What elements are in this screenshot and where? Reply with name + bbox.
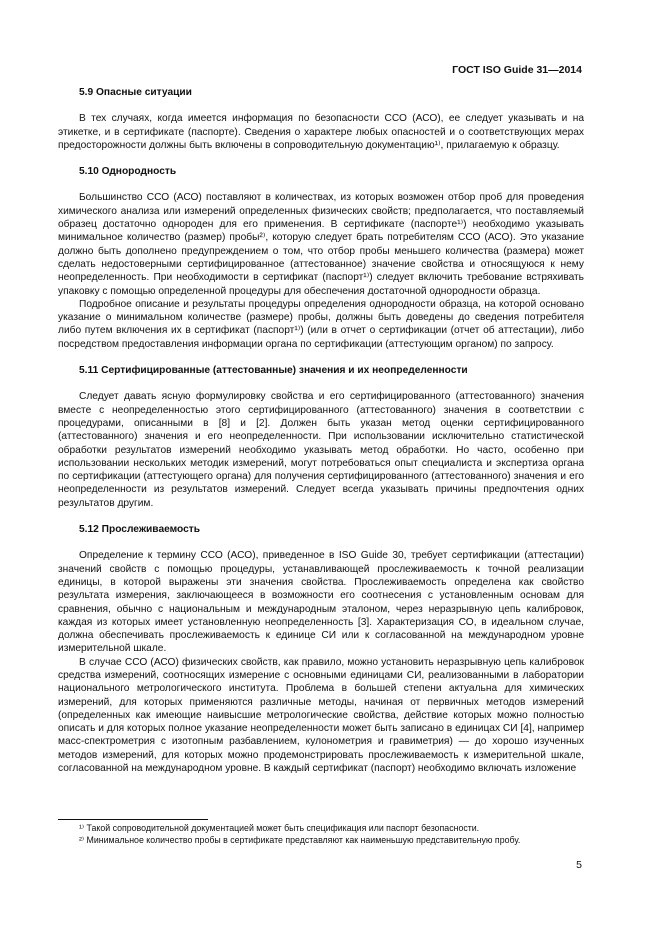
- paragraph: Подробное описание и результаты процедуры определения однородности образца, на которой основано указание о минимальном количестве (размере) пробы, должны быть доведены до сведения потребителя либо путем включения их в сертификат (паспорт¹⁾) (или в отчет о сертификации (отчет об аттестации), либо посредством предоставления информации органа по сертификации (аттестующим органом) по запросу.: [58, 298, 584, 350]
- document-header: ГОСТ ISO Guide 31—2014: [452, 64, 582, 76]
- paragraph: Большинство ССО (АСО) поставляют в количествах, из которых возможен отбор проб для проведения химического анализа или измерений определенных физических свойств; предполагается, что поставляемый образец достаточно однороден для его применения. В сертификате (паспорте¹⁾) необходимо указывать минимальное количество (размер) пробы²⁾, которую следует брать потребителям ССО (АСО). Это указание должно быть дополнено предупреждением о том, что отбор пробы меньшего количества (размера) может сделать недостоверными сертифицированное (аттестованное) значение свойства и относящуюся к нему неопределенность. При необходимости в сертификат (паспорт¹⁾) следует включить требование встряхивать упаковку с помощью определенной процедуры для обеспечения достаточной однородности образца.: [58, 192, 584, 297]
- section-title-5-11: 5.11 Сертифицированные (аттестованные) значения и их неопределенности: [79, 365, 468, 377]
- paragraph: В случае ССО (АСО) физических свойств, как правило, можно установить неразрывную цепь калибровок средства измерений, соотносящих измерение с основными единицами СИ, реализованными в лаборатории национального метрологического института. Проблема в большей степени актуальна для химических измерений, для которых применяются различные методы, начиная от первичных методов измерений (определенных как имеющие наивысшие метрологические свойства, действие которых можно полностью описать и для которых полное указание неопределенности может быть записано в единицах СИ [4], например масс-спектрометрия с изотопным разбавлением, кулонометрия и гравиметрия) — до хорошо изученных методов измерений, для которых можно продемонстрировать прослеживаемость к измерительной шкале, согласованной на международном уровне. В каждый сертификат (паспорт) необходимо включать изложение: [58, 656, 584, 775]
- document-body: [58, 86, 584, 775]
- section-title-5-12: 5.12 Прослеживаемость: [79, 524, 201, 536]
- paragraph: Следует давать ясную формулировку свойства и его сертифицированного (аттестованного) значения вместе с неопределенностью этого сертифицированного (аттестованного) значения в соответствии с процедурами, описанными в [8] и [2]. Должен быть указан метод оценки сертифицированного (аттестованного) значения и его неопределенности. При использовании исключительно статистической обработки результатов измерений необходимо указывать метод обработки. Но часто, особенно при использовании нескольких методик измерений, могут потребоваться опыт специалиста и экспертиза органа по сертификации (аттестующего органа) для получения сертифицированного (аттестованного) значения и его неопределенности из результатов измерений. Следует всегда указывать причины предпочтения одних результатов другим.: [58, 391, 584, 509]
- footnotes: [58, 819, 584, 846]
- paragraph: Определение к термину ССО (АСО), приведенное в ISO Guide 30, требует сертификации (аттестации) значений свойств с помощью процедуры, устанавливающей прослеживаемость к точной реализации единицы, в которой выражены эти значения свойства. Прослеживаемость определена как свойство результата измерения, заключающееся в возможности его соотнесения с установленным основам для сравнения, обычно с национальным и международным эталоном, через неразрывную цепь калибровок, каждая из которых имеет установленную неопределенность [3]. Характеризация СО, в идеальном случае, должна обеспечивать прослеживаемость к единице СИ или к согласованной на международном уровне измерительной шкале.: [58, 550, 584, 655]
- section-title-5-9: 5.9 Опасные ситуации: [79, 87, 192, 98]
- footnote-divider: [58, 819, 208, 820]
- page-number: 5: [576, 859, 582, 871]
- footnote-1: ¹⁾ Такой сопроводительной документацией может быть спецификация или паспорт безопасности.: [79, 823, 480, 833]
- footnote-2: ²⁾ Минимальное количество пробы в сертификате представляют как наименьшую представительную пробу.: [79, 834, 521, 845]
- section-title-5-10: 5.10 Однородность: [79, 166, 177, 178]
- paragraph: В тех случаях, когда имеется информация по безопасности ССО (АСО), ее следует указывать и на этикетке, и в сертификате (паспорте). Сведения о характере любых опасностей и о соответствующих мерах предосторожности должны быть включены в сопроводительную документацию¹⁾, прилагаемую к образцу.: [58, 113, 584, 151]
